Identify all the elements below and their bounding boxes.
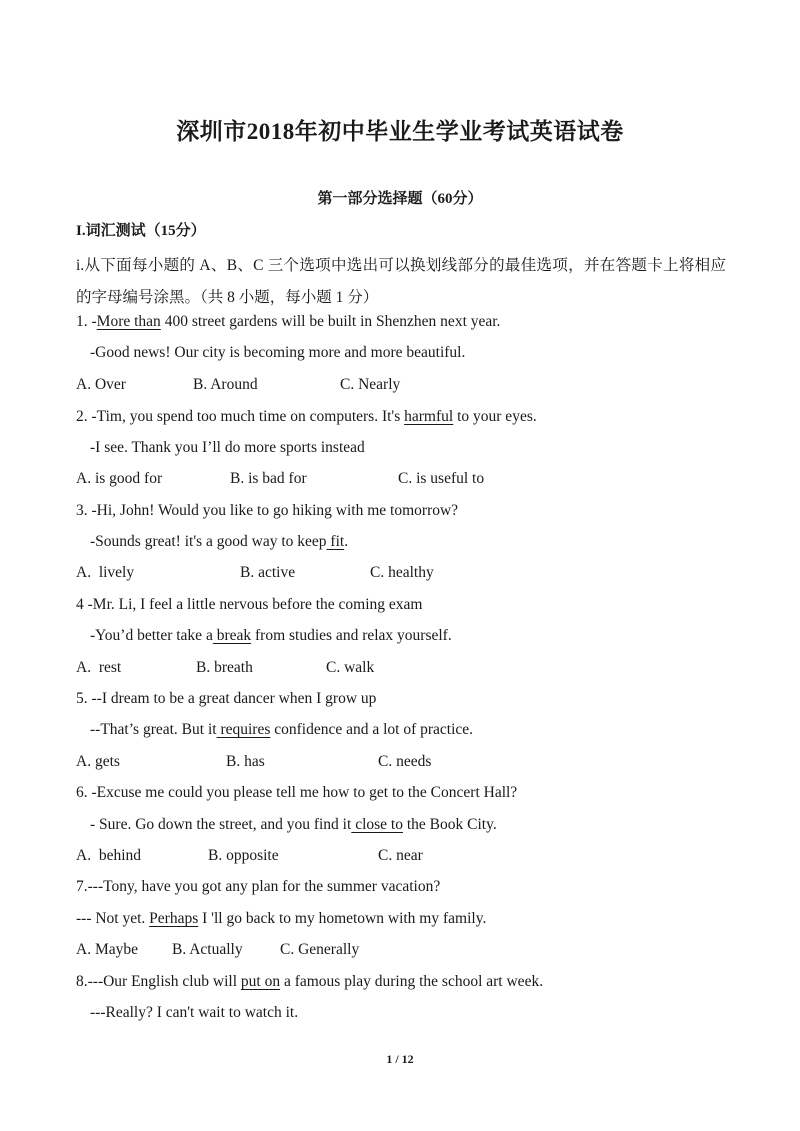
question-5-option-b: B. has	[226, 753, 265, 770]
question-text: 5. --I dream to be a great dancer when I grow up	[76, 690, 377, 707]
question-6-option-a: A. behind	[76, 847, 142, 864]
question-8-line-2	[90, 1004, 298, 1022]
question-text: 2. -Tim, you spend too much time on computers. It's	[76, 408, 405, 425]
underlined-phrase: fit	[326, 533, 345, 550]
question-2-option-a: A. is good for	[76, 470, 163, 487]
question-7-line-1	[76, 878, 440, 896]
question-5-line-2	[90, 721, 473, 739]
question-6-option-b: B. opposite	[208, 847, 279, 864]
question-text: a famous play during the school art week.	[280, 973, 544, 990]
question-text: 400 street gardens will be built in Shenzhen next year.	[160, 313, 501, 330]
question-3-option-c: C. healthy	[370, 564, 434, 581]
question-4-option-c: C. walk	[326, 659, 375, 676]
question-text: 7.---Tony, have you got any plan for the summer vacation?	[76, 878, 441, 895]
question-text: --- Not yet.	[76, 910, 150, 927]
question-text: 3. -Hi, John! Would you like to go hiking with me tomorrow?	[76, 502, 459, 519]
question-4-option-b: B. breath	[196, 659, 253, 676]
question-6-line-1	[76, 784, 517, 802]
question-text: I 'll go back to my hometown with my family.	[198, 910, 487, 927]
question-1-line-1	[76, 313, 500, 331]
question-5-line-1	[76, 690, 376, 708]
question-4-option-a: A. rest	[76, 659, 122, 676]
question-text: 6. -Excuse me could you please tell me how to get to the Concert Hall?	[76, 784, 518, 801]
question-7-option-a: A. Maybe	[76, 941, 138, 958]
question-text: -Sounds great! it's a good way to keep	[90, 533, 327, 550]
question-text: ---Really? I can't wait to watch it.	[90, 1004, 299, 1021]
question-text: 4 -Mr. Li, I feel a little nervous before the coming exam	[76, 596, 423, 613]
question-text: to your eyes.	[453, 408, 537, 425]
question-text: from studies and relax yourself.	[251, 627, 452, 644]
question-3-option-b: B. active	[240, 564, 296, 581]
question-7-option-c: C. Generally	[280, 941, 360, 958]
question-1-option-a: A. Over	[76, 376, 126, 393]
underlined-phrase: requires	[216, 721, 271, 738]
question-text: -I see. Thank you I’ll do more sports instead	[90, 439, 365, 456]
question-4-line-1	[76, 596, 422, 614]
question-5-option-c: C. needs	[378, 753, 432, 770]
question-6-line-2	[90, 816, 497, 834]
question-3-line-2	[90, 533, 348, 551]
question-text: confidence and a lot of practice.	[270, 721, 474, 738]
section-title: I.词汇测试（15分）	[76, 223, 206, 239]
question-text: 8.---Our English club will	[76, 973, 241, 990]
question-text: -You’d better take a	[90, 627, 213, 644]
question-text: - Sure. Go down the street, and you find it	[90, 816, 352, 833]
question-3-option-a: A. lively	[76, 564, 135, 581]
question-1-line-2	[90, 344, 465, 362]
underlined-phrase: close to	[351, 816, 403, 833]
question-text: the Book City.	[402, 816, 497, 833]
question-7-line-2	[76, 910, 486, 928]
underlined-phrase: harmful	[404, 408, 454, 425]
underlined-phrase: put on	[240, 973, 281, 990]
question-5-option-a: A. gets	[76, 753, 120, 770]
question-8-line-1	[76, 973, 543, 991]
question-text: .	[344, 533, 349, 550]
question-2-line-2	[90, 439, 365, 457]
question-text: --That’s great. But it	[90, 721, 217, 738]
question-3-line-1	[76, 502, 458, 520]
question-2-option-c: C. is useful to	[398, 470, 485, 487]
underlined-phrase: More than	[96, 313, 161, 330]
question-text: 1. -	[76, 313, 97, 330]
question-7-option-b: B. Actually	[172, 941, 243, 958]
question-2-line-1	[76, 408, 537, 426]
part-title: 第一部分选择题（60分）	[317, 191, 483, 207]
underlined-phrase: break	[212, 627, 252, 644]
question-1-option-b: B. Around	[193, 376, 258, 393]
exam-title: 深圳市2018年初中毕业生学业考试英语试卷	[176, 119, 624, 144]
page-number: 1 / 12	[386, 1052, 414, 1066]
question-4-line-2	[90, 627, 452, 645]
question-6-option-c: C. near	[378, 847, 423, 864]
question-1-option-c: C. Nearly	[340, 376, 401, 393]
instructions: i.从下面每小题的 A、B、C 三个选项中选出可以换划线部分的最佳选项，并在答题卡上将相应的字母编号涂黑。（共 8 小题，每小题 1 分）	[76, 257, 726, 306]
question-text: -Good news! Our city is becoming more and more beautiful.	[90, 344, 466, 361]
underlined-phrase: Perhaps	[149, 910, 199, 927]
question-2-option-b: B. is bad for	[230, 470, 307, 487]
